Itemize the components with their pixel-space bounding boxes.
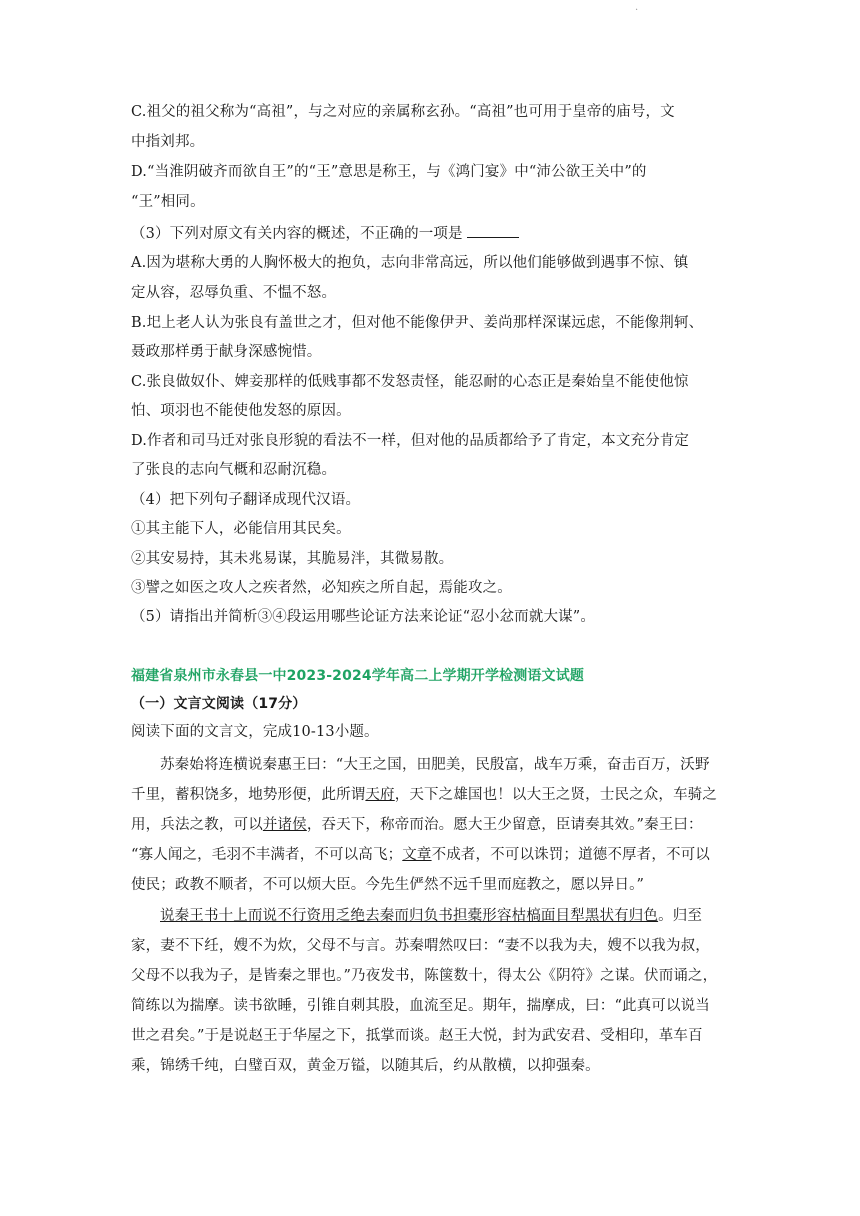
option-c2-line-1: C.张良做奴仆、婢妾那样的低贱事都不发怒责怪，能忍耐的心态正是秦始皇不能使他惊 — [131, 374, 689, 390]
subsection-title: （一）文言文阅读（17分） — [131, 696, 307, 712]
passage-line-4 — [131, 845, 710, 865]
passage-text: 简练以为揣摩。读书欲睡，引锥自刺其股，血流至足。期年，揣摩成，曰：“此真可以说当 — [131, 998, 710, 1014]
passage-line-6 — [160, 906, 702, 926]
passage-text: 用，兵法之教，可以 — [131, 817, 263, 833]
page-mark: . — [635, 2, 639, 13]
passage-line-7 — [131, 936, 710, 956]
passage-line-9 — [131, 996, 710, 1016]
passage-text: 使民；政教不顺者，不可以烦大臣。今先生俨然不远千里而庭教之，愿以异日。” — [131, 877, 645, 893]
underlined-sentence: 说秦王书十上而说不行资用乏绝去秦而归负书担橐形容枯槁面目犁黑状有归色 — [160, 908, 659, 924]
passage-line-8 — [131, 966, 717, 986]
passage-text: 千里，蓄积饶多，地势形便，此所谓 — [131, 787, 366, 803]
option-b-line-1: B.圯上老人认为张良有盖世之才，但对他不能像伊尹、姜尚那样深谋远虑，不能像荆轲、 — [131, 315, 704, 331]
passage-text: ，天下之雄国也！以大王之贤，士民之众，车骑之 — [394, 787, 718, 803]
passage-line-3 — [131, 815, 703, 835]
sentence-2: ②其安易持，其未兆易谋，其脆易泮，其微易散。 — [131, 551, 454, 567]
question-3-text: （3）下列对原文有关内容的概述，不正确的一项是 — [131, 226, 463, 242]
option-c2-line-2: 怕、项羽也不能使他发怒的原因。 — [131, 403, 351, 419]
underlined-term: 文章 — [402, 847, 432, 863]
option-c-line-2: 中指刘邦。 — [131, 134, 205, 150]
option-b-line-2: 聂政那样勇于献身深感惋惜。 — [131, 344, 322, 360]
section-heading: 福建省泉州市永春县一中2023-2024学年高二上学期开学检测语文试题 — [131, 668, 584, 684]
question-4: （4）把下列句子翻译成现代汉语。 — [131, 492, 361, 508]
passage-line-5 — [131, 875, 644, 895]
option-c-line-1: C.祖父的祖父称为“高祖”，与之对应的亲属称玄孙。“高祖”也可用于皇帝的庙号，文 — [131, 104, 675, 120]
passage-line-10 — [131, 1026, 703, 1046]
passage-line-1 — [160, 755, 710, 775]
passage-line-11 — [131, 1056, 600, 1076]
passage-text: 世之君矣。”于是说赵王于华屋之下，抵掌而谈。赵王大悦，封为武安君、受相印，革车百 — [131, 1028, 703, 1044]
passage-text: 。归至 — [658, 908, 703, 924]
passage-text: 父母不以我为子，是皆秦之罪也。”乃夜发书，陈箧数十，得太公《阴符》之谋。伏而诵之， — [131, 968, 718, 984]
passage-text: “寡人闻之，毛羽不丰满者，不可以高飞； — [131, 847, 403, 863]
passage-text: 乘，锦绣千纯，白璧百双，黄金万镒，以随其后，约从散横，以抑强秦。 — [131, 1058, 600, 1074]
sentence-3: ③譬之如医之攻人之疾者然，必知疾之所自起，焉能攻之。 — [131, 580, 512, 596]
answer-blank — [467, 223, 519, 238]
option-a-line-2: 定从容，忍辱负重、不愠不怒。 — [131, 285, 337, 301]
option-d2-line-1: D.作者和司马迁对张良形貌的看法不一样，但对他的品质都给予了肯定，本文充分肯定 — [131, 433, 690, 449]
underlined-term: 并诸侯 — [262, 817, 307, 833]
question-5: （5）请指出并简析③④段运用哪些论证方法来论证“忍小忿而就大谋”。 — [131, 609, 595, 625]
option-d2-line-2: 了张良的志向气概和忍耐沉稳。 — [131, 462, 337, 478]
option-a-line-1: A.因为堪称大勇的人胸怀极大的抱负，志向非常高远，所以他们能够做到遇事不惊、镇 — [131, 255, 689, 271]
passage-text: 苏秦始将连横说秦惠王曰：“大王之国，田肥美，民殷富，战车万乘，奋击百万，沃野 — [160, 757, 710, 773]
passage-text: ，吞天下，称帝而治。愿大王少留意，臣请奏其效。”秦王曰： — [306, 817, 703, 833]
option-d-line-2: “王”相同。 — [131, 194, 205, 210]
instructions: 阅读下面的文言文，完成10-13小题。 — [131, 724, 379, 740]
passage-line-2 — [131, 785, 717, 805]
sentence-1: ①其主能下人，必能信用其民矣。 — [131, 521, 351, 537]
passage-text: 不成者，不可以诛罚；道德不厚者，不可以 — [431, 847, 710, 863]
option-d-line-1: D.“当淮阴破齐而欲自王”的“王”意思是称王，与《鸿门宴》中“沛公欲王关中”的 — [131, 164, 647, 180]
passage-text: 家，妻不下纴，嫂不为炊，父母不与言。苏秦喟然叹曰：“妻不以我为夫，嫂不以我为叔， — [131, 938, 710, 954]
underlined-term: 天府 — [365, 787, 395, 803]
question-3 — [131, 223, 519, 244]
